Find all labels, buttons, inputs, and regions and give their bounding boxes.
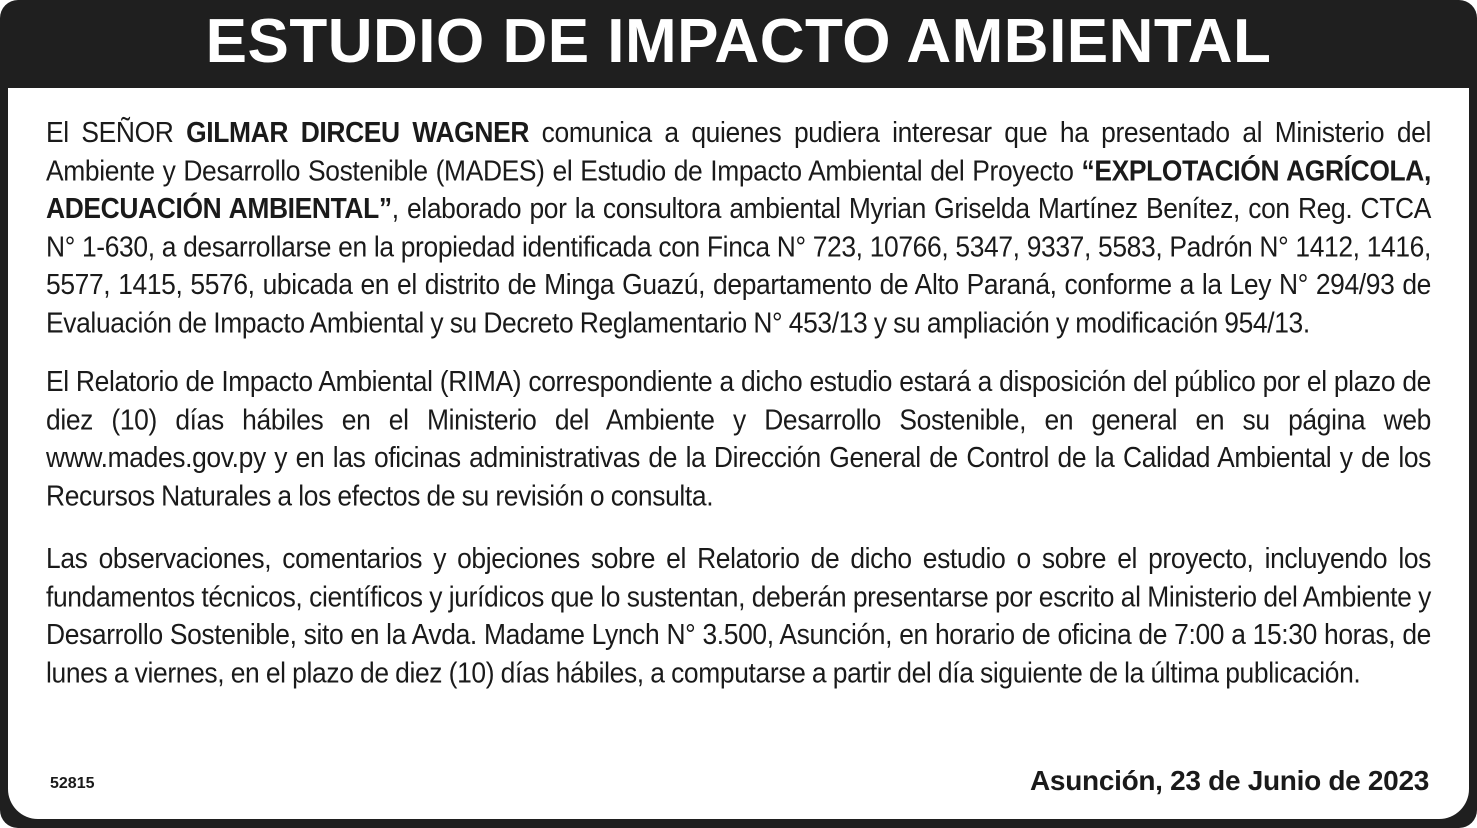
announcement-intro-text: El SEÑOR bbox=[46, 116, 187, 149]
notice-title: ESTUDIO DE IMPACTO AMBIENTAL bbox=[205, 6, 1272, 76]
paragraph-rima-availability: El Relatorio de Impacto Ambiental (RIMA) correspondiente a dicho estudio estará a disposición del público por el plazo de diez (10) días hábiles en el Ministerio del Ambiente y Desarrollo Sostenible, en general en su página web www.mades.gov.py y en las oficinas administrativas de la Dirección General de Control de la Calidad Ambiental y de los Recursos Naturales a los efectos de su revisión o consulta. bbox=[46, 364, 1431, 512]
announcement-middle-text: comunica a quienes pudiera interesar que ha presentado al Ministerio del Ambiente y Desarrollo Sostenible (MADES) el Estudio de Impacto Ambiental del Proyecto bbox=[46, 116, 1431, 187]
publication-date: Asunción, 23 de Junio de 2023 bbox=[1030, 765, 1429, 796]
notice-header bbox=[0, 0, 1477, 88]
paragraph-announcement bbox=[46, 114, 1431, 343]
reference-code: 52815 bbox=[50, 775, 95, 792]
paragraph-observations: Las observaciones, comentarios y objeciones sobre el Relatorio de dicho estudio o sobre el proyecto, incluyendo los fundamentos técnicos, científicos y jurídicos que lo sustentan, deberán presentarse por escrito al Ministerio del Ambiente y Desarrollo Sostenible, sito en la Avda. Madame Lynch N° 3.500, Asunción, en horario de oficina de 7:00 a 15:30 horas, de lunes a viernes, en el plazo de diez (10) días hábiles, a computarse a partir del día siguiente de la última publicación. bbox=[46, 542, 1431, 689]
applicant-name: GILMAR DIRCEU WAGNER bbox=[186, 116, 530, 149]
project-name: “EXPLOTACIÓN AGRÍCOLA, ADECUACIÓN AMBIENTAL” bbox=[46, 154, 1432, 225]
notice-body bbox=[8, 88, 1469, 819]
announcement-details-text: , elaborado por la consultora ambiental Myrian Griselda Martínez Benítez, con Reg. CTCA N° 1-630, a desarrollarse en la propiedad identificada con Finca N° 723, 10766, 5347, 9337, 5583, Padrón N° 1412, 1416, 5577, 1415, 5576, ubicada en el distrito de Minga Guazú, departamento de Alto Paraná, conforme a la Ley N° 294/93 de Evaluación de Impacto Ambiental y su Decreto Reglamentario N° 453/13 y su ampliación y modificación 954/13. bbox=[46, 192, 1431, 339]
notice-footer bbox=[46, 757, 1429, 797]
